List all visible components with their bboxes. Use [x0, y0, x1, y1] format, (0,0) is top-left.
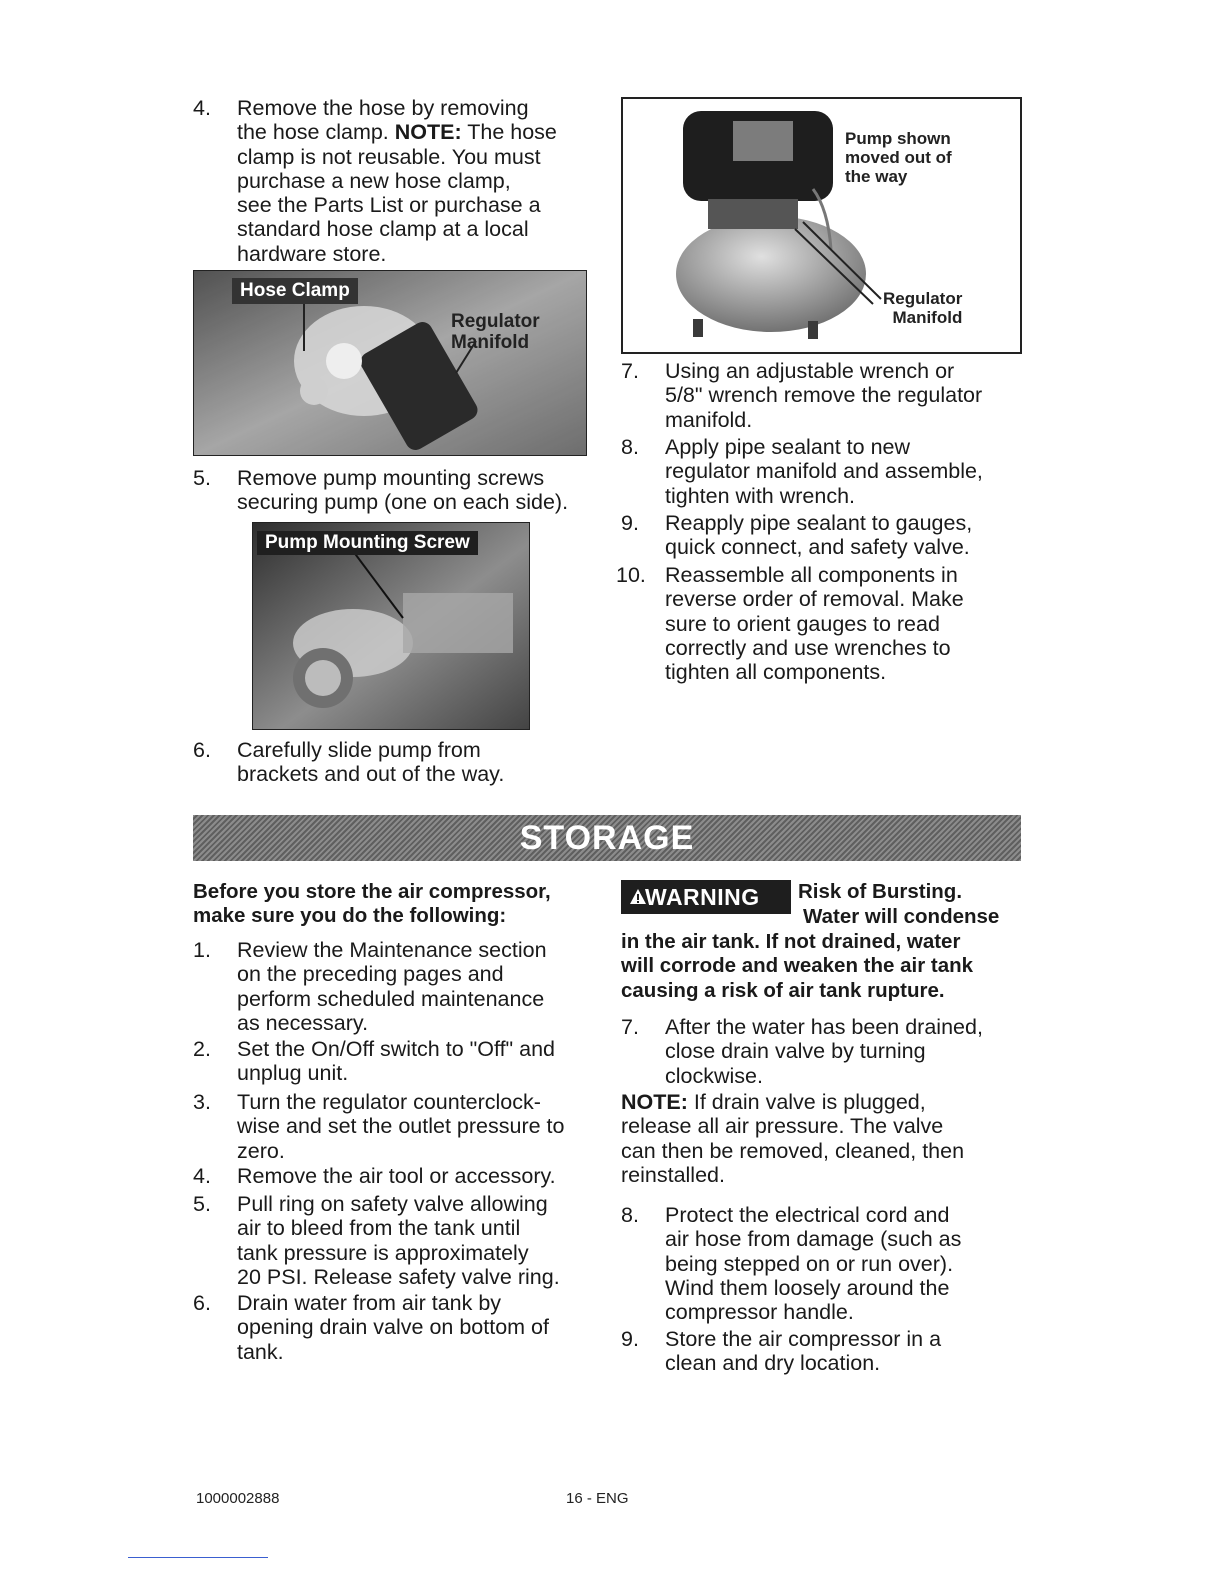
pump-mounting-screw-label: Pump Mounting Screw [257, 531, 478, 555]
step-text: After the water has been drained, close drain valve by turning clockwise. [665, 1015, 983, 1088]
note-text: release all air pressure. The valve can then be removed, cleaned, then reinstalled. [621, 1114, 965, 1187]
step-number: 6. [193, 738, 211, 762]
pump-moved-label: Pump shown moved out of the way [845, 129, 952, 186]
step-text: Carefully slide pump from brackets and out of the way. [237, 738, 505, 787]
step-text: The hose [461, 120, 557, 145]
step-number: 8. [621, 1203, 639, 1227]
storage-intro: Before you store the air compressor, make sure you do the following: [193, 880, 551, 927]
step-text: Apply pipe sealant to new regulator manifold and assemble, tighten with wrench. [665, 435, 983, 508]
regulator-manifold-label: Regulator Manifold [451, 311, 540, 353]
document-number: 1000002888 [196, 1490, 280, 1507]
step-number: 1. [193, 938, 211, 962]
step-text: Reassemble all components in reverse order of removal. Make sure to orient gauges to read correctly and use wrenches to tighten all components. [665, 563, 964, 685]
warning-badge [621, 880, 791, 914]
pump-mounting-screw-photo [252, 522, 530, 730]
step-text: Drain water from air tank by opening drain valve on bottom of tank. [237, 1291, 549, 1364]
step-text: Remove the hose by removing [237, 96, 529, 120]
hose-clamp-label: Hose Clamp [232, 278, 358, 304]
warning-heading-2: Water will condense [803, 905, 1000, 928]
step-number: 7. [621, 359, 639, 383]
footer-rule [128, 1557, 268, 1558]
step-number: 6. [193, 1291, 211, 1315]
step-text: Remove the air tool or accessory. [237, 1164, 556, 1188]
section-heading: STORAGE [519, 819, 695, 857]
compressor-photo [621, 97, 1022, 354]
step-text: Turn the regulator counterclock- wise and set the outlet pressure to zero. [237, 1090, 565, 1163]
step-number: 9. [621, 511, 639, 535]
step-number: 9. [621, 1327, 639, 1351]
step-number: 4. [193, 96, 211, 120]
note-text: If drain valve is plugged, [687, 1090, 926, 1114]
step-text: Set the On/Off switch to "Off" and unplug unit. [237, 1037, 556, 1086]
step-text: Review the Maintenance section on the preceding pages and perform scheduled maintenance as necessary. [237, 938, 547, 1035]
step-number: 7. [621, 1015, 639, 1039]
step-number: 3. [193, 1090, 211, 1114]
step-number: 5. [193, 466, 211, 490]
warning-label: WARNING [645, 884, 760, 910]
step-text: Reapply pipe sealant to gauges, quick connect, and safety valve. [665, 511, 973, 560]
step-number: 10. [616, 563, 646, 587]
step-number: 2. [193, 1037, 211, 1061]
note-label: NOTE: [394, 120, 462, 145]
step-number: 8. [621, 435, 639, 459]
note-label: NOTE: [621, 1090, 688, 1114]
step-text: Protect the electrical cord and air hose from damage (such as being stepped on or run over). Wind them loosely around the compressor handle. [665, 1203, 962, 1325]
step-text: Store the air compressor in a clean and dry location. [665, 1327, 942, 1376]
storage-note [621, 1090, 1021, 1187]
warning-heading-1: Risk of Bursting. [798, 880, 963, 903]
regulator-manifold-label: Regulator Manifold [883, 289, 963, 327]
step-text: clamp is not reusable. You must purchase a new hose clamp, see the Parts List or purchase a standard hose clamp at a local hardware store. [237, 144, 541, 266]
step-number: 4. [193, 1164, 211, 1188]
hose-clamp-photo [193, 270, 587, 456]
step-text: Using an adjustable wrench or 5/8" wrench remove the regulator manifold. [665, 359, 983, 432]
step-number: 5. [193, 1192, 211, 1216]
storage-banner [193, 815, 1021, 861]
page-number: 16 - ENG [566, 1490, 629, 1507]
step-text: the hose clamp. [237, 120, 395, 145]
warning-body: in the air tank. If not drained, water will corrode and weaken the air tank causing a risk of air tank rupture. [621, 930, 974, 1002]
step-text: Pull ring on safety valve allowing air to bleed from the tank until tank pressure is approximately 20 PSI. Release safety valve ring. [237, 1192, 560, 1289]
step-text: Remove pump mounting screws securing pump (one on each side). [237, 466, 569, 515]
